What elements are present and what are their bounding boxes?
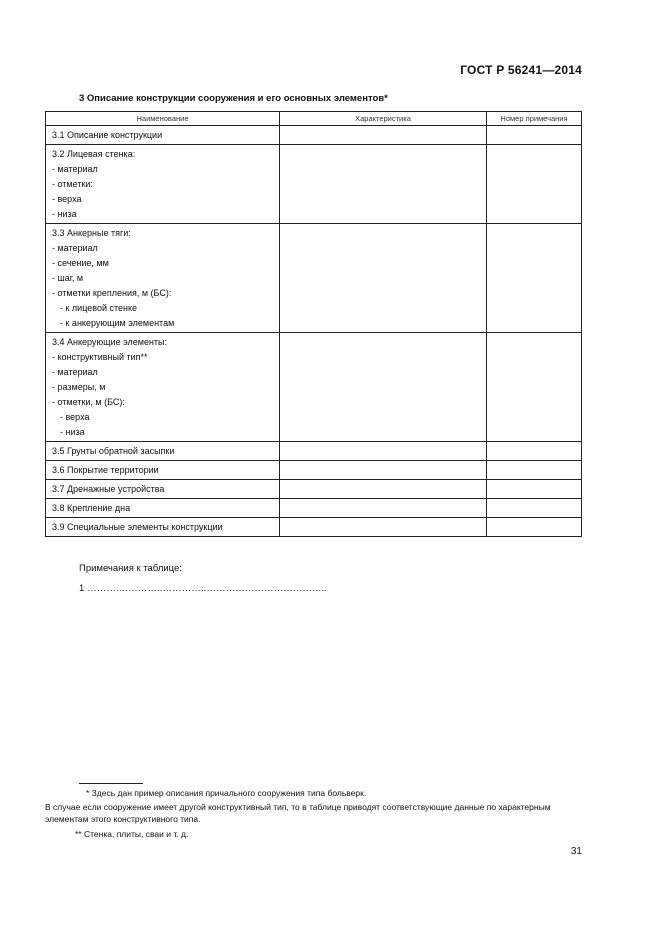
row-title: 3.1 Описание конструкции bbox=[52, 130, 163, 140]
row-subitem: - конструктивный тип** bbox=[52, 352, 148, 362]
note-number-cell[interactable] bbox=[487, 499, 582, 518]
row-subitem: - низа bbox=[52, 209, 77, 219]
row-subitem: - размеры, м bbox=[52, 382, 106, 392]
name-cell bbox=[46, 480, 280, 499]
row-title: 3.3 Анкерные тяги: bbox=[52, 228, 131, 238]
name-cell bbox=[46, 499, 280, 518]
row-subitem: - к лицевой стенке bbox=[60, 303, 138, 313]
row-subitem: - отметки, м (БС): bbox=[52, 397, 125, 407]
row-subitem: - материал bbox=[52, 243, 98, 253]
name-cell bbox=[46, 442, 280, 461]
note-number-cell[interactable] bbox=[487, 145, 582, 224]
note-number-cell[interactable] bbox=[487, 461, 582, 480]
row-title: 3.9 Специальные элементы конструкции bbox=[52, 522, 223, 532]
name-cell bbox=[46, 224, 280, 333]
row-subitem: - шаг, м bbox=[52, 273, 84, 283]
table-row bbox=[46, 518, 582, 537]
table-header-row bbox=[46, 112, 582, 126]
table-row bbox=[46, 145, 582, 224]
column-header-name: Наименование bbox=[46, 112, 280, 126]
characteristic-cell[interactable] bbox=[280, 333, 487, 442]
row-subitem: - материал bbox=[52, 164, 98, 174]
row-title: 3.4 Анкерующие элементы: bbox=[52, 337, 168, 347]
characteristic-cell[interactable] bbox=[280, 224, 487, 333]
note-number-cell[interactable] bbox=[487, 442, 582, 461]
row-subitem: - отметки крепления, м (БС): bbox=[52, 288, 172, 298]
row-subitem: - к анкерующим элементам bbox=[60, 318, 175, 328]
notes-title: Примечания к таблице: bbox=[79, 563, 182, 574]
row-title: 3.8 Крепление дна bbox=[52, 503, 131, 513]
row-subitem: - сечение, мм bbox=[52, 258, 109, 268]
row-subitem: - материал bbox=[52, 367, 98, 377]
row-title: 3.7 Дренажные устройства bbox=[52, 484, 165, 494]
name-cell bbox=[46, 518, 280, 537]
name-cell bbox=[46, 126, 280, 145]
name-cell bbox=[46, 145, 280, 224]
note-number-cell[interactable] bbox=[487, 518, 582, 537]
characteristic-cell[interactable] bbox=[280, 499, 487, 518]
characteristic-cell[interactable] bbox=[280, 518, 487, 537]
footnote-divider bbox=[79, 783, 143, 784]
row-title: 3.6 Покрытие территории bbox=[52, 465, 159, 475]
column-header-note-number: Номер примечания bbox=[487, 112, 582, 126]
footnote-2: ** Стенка, плиты, сваи и т. д. bbox=[75, 829, 189, 839]
document-code: ГОСТ Р 56241—2014 bbox=[460, 63, 582, 77]
row-subitem: - верха bbox=[52, 194, 82, 204]
name-cell bbox=[46, 461, 280, 480]
table-row bbox=[46, 224, 582, 333]
table-row bbox=[46, 461, 582, 480]
characteristic-cell[interactable] bbox=[280, 442, 487, 461]
characteristic-cell[interactable] bbox=[280, 480, 487, 499]
row-subitem: - отметки: bbox=[52, 179, 93, 189]
table-row bbox=[46, 442, 582, 461]
note-number-cell[interactable] bbox=[487, 126, 582, 145]
row-subitem: - низа bbox=[60, 427, 85, 437]
note-number-cell[interactable] bbox=[487, 224, 582, 333]
footnote-1: * Здесь дан пример описания причального сооружения типа больверк. bbox=[86, 788, 367, 798]
characteristic-cell[interactable] bbox=[280, 145, 487, 224]
table-row bbox=[46, 333, 582, 442]
row-subitem: - верха bbox=[60, 412, 90, 422]
note-item-1: 1 ……….…………..…………..……………………………….. bbox=[79, 583, 328, 594]
table-row bbox=[46, 480, 582, 499]
footnote-1-continuation: В случае если сооружение имеет другой конструктивный тип, то в таблице приводят соответствующие данные по характерным элементам этого конструктивного типа. bbox=[45, 802, 551, 824]
name-cell bbox=[46, 333, 280, 442]
table-row bbox=[46, 499, 582, 518]
characteristic-cell[interactable] bbox=[280, 461, 487, 480]
table-row bbox=[46, 126, 582, 145]
characteristic-cell[interactable] bbox=[280, 126, 487, 145]
section-title: 3 Описание конструкции сооружения и его основных элементов* bbox=[79, 93, 388, 104]
row-title: 3.5 Грунты обратной засыпки bbox=[52, 446, 175, 456]
note-number-cell[interactable] bbox=[487, 333, 582, 442]
column-header-characteristic: Характеристика bbox=[280, 112, 487, 126]
row-title: 3.2 Лицевая стенка: bbox=[52, 149, 136, 159]
construction-table bbox=[45, 111, 582, 537]
page-number: 31 bbox=[570, 846, 582, 857]
note-number-cell[interactable] bbox=[487, 480, 582, 499]
